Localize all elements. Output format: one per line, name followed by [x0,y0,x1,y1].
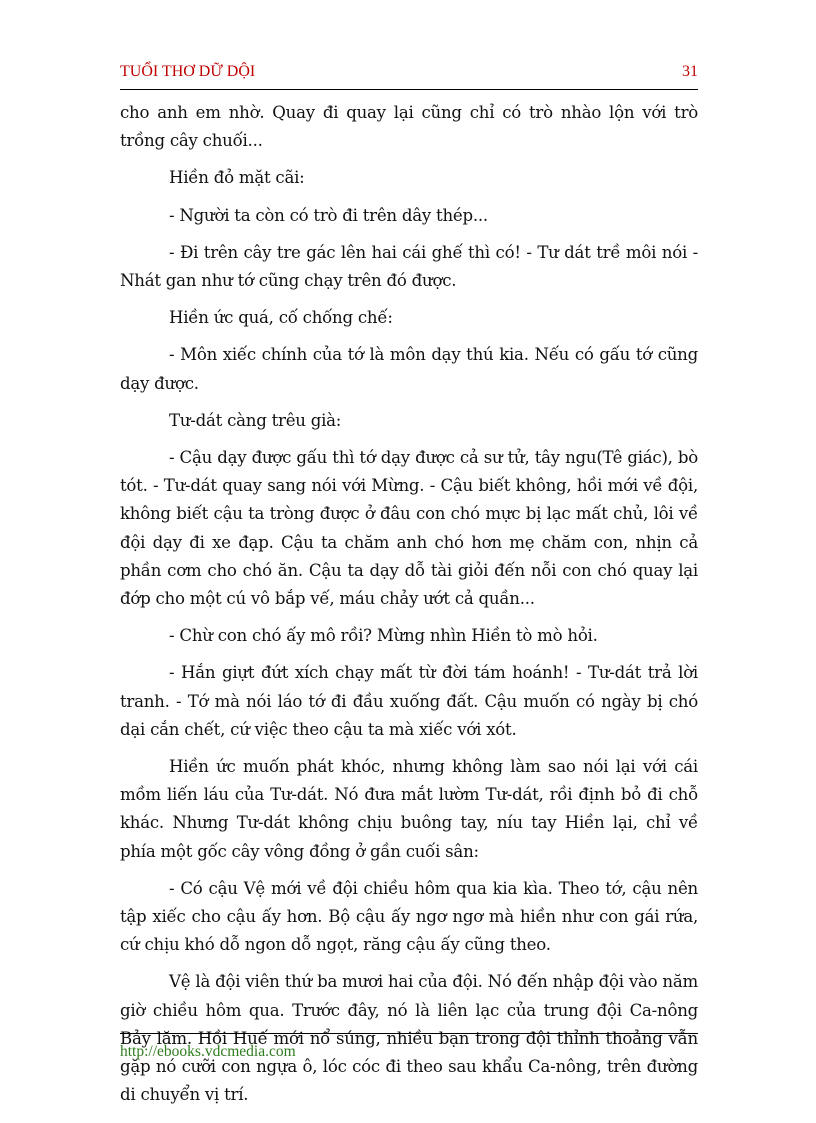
paragraph: Tư-dát càng trêu già: [169,410,342,430]
paragraph: - Cậu dạy được gấu thì tớ dạy được cả sư tử, tây ngu(Tê giác), bò tót. - Tư-dát quay sang nói với Mừng. - Cậu biết không, hồi mới về đội, không biết cậu ta tròng được ở đâu con chó mực bị lạc mất chủ, lôi về đội dạy đi xe đạp. Cậu ta chăm anh chó hơn mẹ chăm con, nhịn cả phần cơm cho chó ăn. Cậu ta dạy dỗ tài giỏi đến nỗi con chó quay lại đớp cho một cú vô bắp vế, máu chảy ướt cả quần... [120,448,698,609]
running-header [120,63,698,85]
book-title: TUỔI THƠ DỮ DỘI [120,63,256,80]
paragraph: Hiền ức muốn phát khóc, nhưng không làm sao nói lại với cái mồm liến láu của Tư-dát. Nó đưa mắt lườm Tư-dát, rồi định bỏ đi chỗ khác. Nhưng Tư-dát không chịu buông tay, níu tay Hiền lại, chỉ về phía một gốc cây vông đồng ở gần cuối sân: [120,757,698,861]
footer-link[interactable]: http://ebooks.vdcmedia.com [120,1043,296,1060]
paragraph: - Đi trên cây tre gác lên hai cái ghế thì có! - Tư dát trề môi nói - Nhát gan như tớ cũng chạy trên đó được. [120,242,698,291]
paragraph: - Có cậu Vệ mới về đội chiều hôm qua kia kìa. Theo tớ, cậu nên tập xiếc cho cậu ấy hơn. Bộ cậu ấy ngơ ngơ mà hiền như con gái rứa, cứ chịu khó dỗ ngon dỗ ngọt, răng cậu ấy cũng theo. [120,878,698,955]
paragraph: - Chừ con chó ấy mô rồi? Mừng nhìn Hiền tò mò hỏi. [169,626,598,646]
paragraph: cho anh em nhờ. Quay đi quay lại cũng chỉ có trò nhào lộn với trò trồng cây chuối... [120,103,698,151]
footer-divider [120,1033,698,1034]
paragraph: Hiền đỏ mặt cãi: [169,168,305,188]
header-divider [120,89,698,90]
paragraph: Vệ là đội viên thứ ba mươi hai của đội. Nó đến nhập đội vào năm giờ chiều hôm qua. Trước đây, nó là liên lạc của trung đội Ca-nông Bảy lăm. Hồi Huế mới nổ súng, nhiều bạn trong đội thỉnh thoảng vẫn gặp nó cưỡi con ngựa ô, lóc cóc đi theo sau khẩu Ca-nông, trên đường di chuyển vị trí. [120,972,698,1105]
paragraph: - Người ta còn có trò đi trên dây thép... [169,205,488,225]
paragraph: - Hắn giựt đứt xích chạy mất từ đời tám hoánh! - Tư-dát trả lời tranh. - Tớ mà nói láo tớ đi đầu xuống đất. Cậu muốn có ngày bị chó dại cắn chết, cứ việc theo cậu ta mà xiếc với xót. [120,663,698,739]
page-number: 31 [682,63,698,80]
page-body [120,99,698,1119]
paragraph: Hiền ức quá, cố chống chế: [169,308,393,328]
paragraph: - Môn xiếc chính của tớ là môn dạy thú kia. Nếu có gấu tớ cũng dạy được. [120,345,698,393]
